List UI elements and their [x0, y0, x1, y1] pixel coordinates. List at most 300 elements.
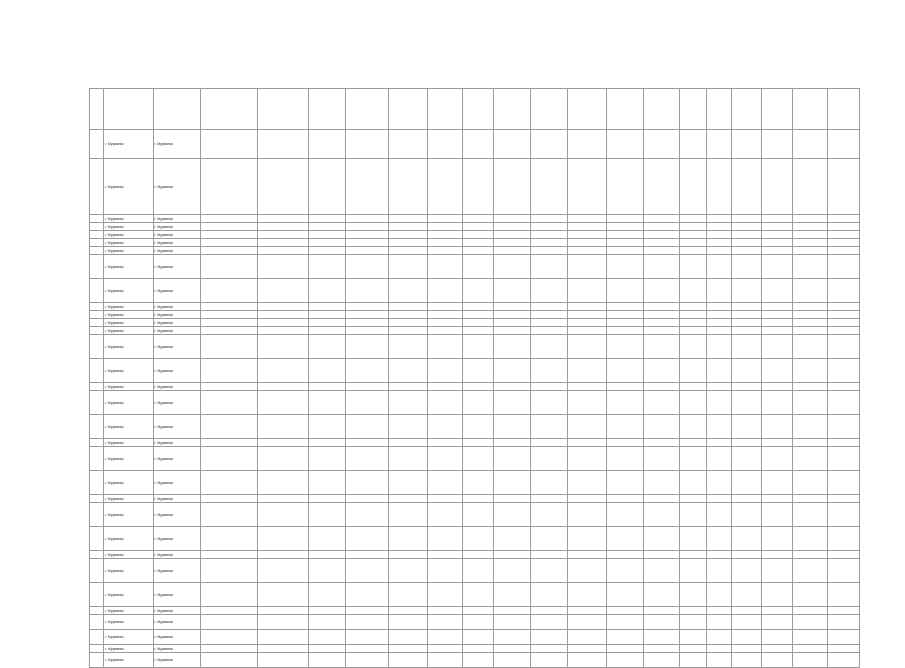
table-cell: г. Мурманск — [153, 130, 200, 159]
table-cell — [428, 223, 463, 231]
table-cell — [530, 359, 567, 383]
table-cell — [493, 615, 530, 630]
table-cell: г. Мурманск — [153, 447, 200, 471]
table-cell — [643, 215, 680, 223]
table-cell — [680, 527, 707, 551]
table-cell — [309, 223, 346, 231]
table-cell — [428, 503, 463, 527]
table-cell — [731, 327, 762, 335]
table-cell — [258, 630, 309, 645]
table-cell — [428, 527, 463, 551]
table-cell — [346, 335, 389, 359]
table-cell — [258, 551, 309, 559]
table-cell — [731, 447, 762, 471]
table-cell — [463, 615, 494, 630]
table-cell — [493, 215, 530, 223]
table-cell — [530, 439, 567, 447]
table-cell — [828, 583, 860, 607]
table-cell — [606, 471, 643, 495]
table-cell — [428, 311, 463, 319]
table-cell — [567, 645, 606, 653]
table-cell — [606, 615, 643, 630]
table-cell — [680, 583, 707, 607]
table-cell — [530, 559, 567, 583]
table-cell — [680, 447, 707, 471]
table-cell — [258, 239, 309, 247]
table-cell — [200, 319, 257, 327]
table-cell — [643, 495, 680, 503]
table-cell — [762, 130, 793, 159]
table-cell — [493, 247, 530, 255]
table-cell — [200, 583, 257, 607]
table-cell — [200, 527, 257, 551]
table-cell — [793, 311, 828, 319]
table-cell — [90, 319, 104, 327]
column-header — [606, 89, 643, 130]
table-cell — [643, 503, 680, 527]
table-cell — [463, 215, 494, 223]
table-cell — [530, 231, 567, 239]
table-cell — [680, 239, 707, 247]
table-cell — [463, 645, 494, 653]
table-cell — [90, 527, 104, 551]
table-cell — [828, 607, 860, 615]
table-cell: г. Мурманск — [153, 303, 200, 311]
table-cell — [793, 615, 828, 630]
table-cell — [606, 327, 643, 335]
table-cell — [309, 391, 346, 415]
table-cell: г. Мурманск — [104, 231, 153, 239]
table-cell — [793, 645, 828, 653]
table-cell — [389, 335, 428, 359]
table-cell — [346, 551, 389, 559]
table-cell — [346, 439, 389, 447]
table-cell — [530, 311, 567, 319]
table-cell — [707, 439, 732, 447]
table-cell: г. Мурманск — [153, 645, 200, 653]
table-cell — [567, 231, 606, 239]
table-cell — [680, 607, 707, 615]
table-cell — [493, 471, 530, 495]
table-cell — [309, 159, 346, 215]
table-cell — [707, 391, 732, 415]
table-cell — [493, 439, 530, 447]
table-cell — [346, 645, 389, 653]
table-cell — [793, 439, 828, 447]
table-cell — [707, 159, 732, 215]
table-cell — [530, 653, 567, 668]
table-cell — [389, 527, 428, 551]
table-cell — [258, 383, 309, 391]
table-cell — [90, 653, 104, 668]
table-cell — [200, 383, 257, 391]
table-cell — [731, 551, 762, 559]
schedule-table — [89, 88, 860, 668]
table-cell — [428, 391, 463, 415]
table-cell — [530, 335, 567, 359]
table-cell — [258, 231, 309, 239]
table-cell — [793, 223, 828, 231]
table-cell — [567, 527, 606, 551]
table-cell — [731, 223, 762, 231]
table-cell — [707, 335, 732, 359]
table-cell — [258, 303, 309, 311]
table-cell — [309, 239, 346, 247]
table-cell — [530, 471, 567, 495]
table-cell — [643, 311, 680, 319]
table-cell — [643, 247, 680, 255]
table-cell — [606, 159, 643, 215]
table-cell — [643, 223, 680, 231]
table-cell — [530, 327, 567, 335]
table-cell — [793, 527, 828, 551]
table-cell — [680, 391, 707, 415]
table-cell — [428, 653, 463, 668]
table-cell: г. Мурманск — [153, 223, 200, 231]
table-cell — [493, 130, 530, 159]
table-cell — [606, 359, 643, 383]
table-cell — [567, 130, 606, 159]
table-cell — [828, 335, 860, 359]
table-cell — [606, 607, 643, 615]
table-cell — [258, 215, 309, 223]
column-header — [200, 89, 257, 130]
table-cell: г. Мурманск — [153, 495, 200, 503]
table-cell — [463, 239, 494, 247]
table-row — [90, 311, 860, 319]
table-cell — [762, 630, 793, 645]
table-cell — [389, 303, 428, 311]
table-cell — [200, 630, 257, 645]
table-cell — [346, 391, 389, 415]
table-cell — [793, 215, 828, 223]
table-cell — [793, 279, 828, 303]
table-cell — [90, 311, 104, 319]
table-cell — [346, 255, 389, 279]
table-cell — [731, 415, 762, 439]
table-cell — [762, 495, 793, 503]
table-cell — [762, 415, 793, 439]
table-cell — [493, 559, 530, 583]
table-cell — [530, 215, 567, 223]
table-cell — [643, 255, 680, 279]
table-row — [90, 630, 860, 645]
table-cell — [463, 551, 494, 559]
table-cell — [828, 239, 860, 247]
table-cell — [200, 247, 257, 255]
table-cell — [643, 583, 680, 607]
table-cell — [346, 319, 389, 327]
table-cell — [680, 335, 707, 359]
table-cell — [200, 215, 257, 223]
table-cell — [493, 335, 530, 359]
table-cell: г. Мурманск — [104, 583, 153, 607]
table-cell — [731, 279, 762, 303]
table-cell — [463, 279, 494, 303]
table-cell: г. Мурманск — [153, 335, 200, 359]
table-cell — [828, 391, 860, 415]
table-cell: г. Мурманск — [153, 527, 200, 551]
column-header — [309, 89, 346, 130]
table-cell — [707, 645, 732, 653]
table-row — [90, 319, 860, 327]
table-cell — [90, 439, 104, 447]
table-cell: г. Мурманск — [153, 231, 200, 239]
table-cell: г. Мурманск — [153, 359, 200, 383]
table-cell — [428, 239, 463, 247]
table-cell — [200, 615, 257, 630]
table-cell — [731, 319, 762, 327]
table-cell — [567, 583, 606, 607]
table-cell — [346, 303, 389, 311]
table-cell — [463, 559, 494, 583]
table-cell — [530, 391, 567, 415]
table-cell — [530, 223, 567, 231]
table-cell — [731, 335, 762, 359]
table-row — [90, 223, 860, 231]
table-cell: г. Мурманск — [104, 551, 153, 559]
table-cell — [680, 630, 707, 645]
table-cell — [643, 551, 680, 559]
table-cell — [762, 319, 793, 327]
table-cell — [346, 630, 389, 645]
table-cell: г. Мурманск — [104, 471, 153, 495]
table-cell — [606, 495, 643, 503]
table-cell — [428, 607, 463, 615]
table-cell — [707, 583, 732, 607]
table-cell — [707, 383, 732, 391]
column-header — [643, 89, 680, 130]
table-cell — [200, 551, 257, 559]
table-cell — [309, 327, 346, 335]
table-cell — [793, 630, 828, 645]
table-cell — [346, 383, 389, 391]
column-header — [530, 89, 567, 130]
table-cell — [463, 653, 494, 668]
table-cell — [731, 383, 762, 391]
column-header — [828, 89, 860, 130]
table-row — [90, 255, 860, 279]
table-cell — [793, 327, 828, 335]
table-cell — [309, 559, 346, 583]
table-cell — [428, 439, 463, 447]
table-row — [90, 391, 860, 415]
table-cell — [258, 653, 309, 668]
table-cell — [493, 311, 530, 319]
table-cell — [463, 471, 494, 495]
table-cell — [258, 279, 309, 303]
table-cell — [707, 615, 732, 630]
table-cell — [428, 279, 463, 303]
table-cell — [606, 527, 643, 551]
table-cell: г. Мурманск — [104, 159, 153, 215]
table-cell — [463, 303, 494, 311]
table-cell: г. Мурманск — [104, 311, 153, 319]
table-cell — [90, 327, 104, 335]
table-cell — [762, 335, 793, 359]
table-cell — [567, 239, 606, 247]
table-cell — [493, 495, 530, 503]
table-cell — [389, 239, 428, 247]
table-cell — [762, 607, 793, 615]
table-cell — [309, 335, 346, 359]
table-cell — [643, 231, 680, 239]
table-cell — [643, 335, 680, 359]
table-cell: г. Мурманск — [104, 645, 153, 653]
table-cell — [731, 311, 762, 319]
table-cell — [90, 559, 104, 583]
table-cell: г. Мурманск — [104, 383, 153, 391]
table-cell — [680, 645, 707, 653]
table-cell — [707, 215, 732, 223]
column-header — [762, 89, 793, 130]
table-cell: г. Мурманск — [104, 130, 153, 159]
table-cell — [428, 495, 463, 503]
table-cell — [707, 630, 732, 645]
table-cell — [493, 391, 530, 415]
table-cell — [567, 447, 606, 471]
table-cell — [493, 383, 530, 391]
table-cell — [567, 559, 606, 583]
table-cell — [90, 239, 104, 247]
table-cell — [828, 447, 860, 471]
table-cell — [428, 130, 463, 159]
table-cell — [346, 279, 389, 303]
table-cell — [643, 439, 680, 447]
table-cell — [200, 447, 257, 471]
table-cell — [90, 471, 104, 495]
table-cell — [762, 159, 793, 215]
table-cell — [643, 159, 680, 215]
table-cell — [762, 551, 793, 559]
table-cell — [828, 527, 860, 551]
table-cell — [389, 495, 428, 503]
table-cell — [389, 583, 428, 607]
table-cell — [828, 551, 860, 559]
table-row — [90, 447, 860, 471]
table-cell — [731, 630, 762, 645]
table-cell: г. Мурманск — [104, 335, 153, 359]
table-cell — [567, 327, 606, 335]
table-row — [90, 327, 860, 335]
table-cell — [643, 279, 680, 303]
table-cell — [200, 335, 257, 359]
table-cell — [762, 223, 793, 231]
table-cell — [680, 327, 707, 335]
table-cell — [643, 327, 680, 335]
table-cell — [493, 645, 530, 653]
table-cell — [606, 551, 643, 559]
table-cell — [793, 255, 828, 279]
table-cell — [680, 383, 707, 391]
table-cell — [90, 630, 104, 645]
table-cell — [828, 247, 860, 255]
column-header — [428, 89, 463, 130]
table-cell — [793, 415, 828, 439]
table-cell — [493, 630, 530, 645]
table-cell — [567, 607, 606, 615]
table-cell — [258, 415, 309, 439]
column-header — [793, 89, 828, 130]
table-cell — [793, 607, 828, 615]
table-cell — [463, 607, 494, 615]
table-cell — [793, 471, 828, 495]
table-cell — [389, 415, 428, 439]
table-cell — [200, 311, 257, 319]
table-cell — [762, 527, 793, 551]
table-cell — [463, 391, 494, 415]
table-cell — [90, 130, 104, 159]
table-cell — [309, 255, 346, 279]
table-cell: г. Мурманск — [153, 503, 200, 527]
table-cell — [258, 615, 309, 630]
table-body — [90, 130, 860, 668]
table-cell — [680, 255, 707, 279]
table-cell — [828, 495, 860, 503]
table-cell — [762, 653, 793, 668]
table-cell — [309, 279, 346, 303]
table-cell — [389, 223, 428, 231]
table-row — [90, 231, 860, 239]
table-cell — [309, 130, 346, 159]
table-cell — [90, 447, 104, 471]
table-cell — [707, 303, 732, 311]
table-cell — [793, 319, 828, 327]
table-cell — [389, 471, 428, 495]
table-cell — [606, 239, 643, 247]
table-cell — [762, 359, 793, 383]
table-cell — [762, 615, 793, 630]
table-cell — [463, 311, 494, 319]
table-cell — [731, 130, 762, 159]
table-cell — [606, 311, 643, 319]
table-row — [90, 159, 860, 215]
table-cell — [731, 247, 762, 255]
table-cell — [346, 653, 389, 668]
table-cell — [567, 383, 606, 391]
table-cell — [389, 130, 428, 159]
table-cell — [643, 653, 680, 668]
table-cell: г. Мурманск — [104, 215, 153, 223]
table-cell — [707, 527, 732, 551]
table-cell — [567, 303, 606, 311]
table-cell — [530, 130, 567, 159]
table-cell — [309, 653, 346, 668]
column-header — [731, 89, 762, 130]
table-cell — [793, 391, 828, 415]
table-cell: г. Мурманск — [153, 215, 200, 223]
table-cell — [828, 359, 860, 383]
table-cell — [200, 303, 257, 311]
table-cell — [463, 335, 494, 359]
table-cell — [731, 527, 762, 551]
table-row — [90, 551, 860, 559]
table-cell — [530, 645, 567, 653]
table-cell — [643, 391, 680, 415]
table-cell — [680, 319, 707, 327]
table-cell — [389, 615, 428, 630]
table-cell — [793, 239, 828, 247]
table-cell — [762, 247, 793, 255]
table-cell — [567, 279, 606, 303]
table-cell — [463, 159, 494, 215]
table-cell — [309, 247, 346, 255]
table-cell — [793, 583, 828, 607]
table-cell — [567, 215, 606, 223]
table-cell — [731, 495, 762, 503]
column-header — [567, 89, 606, 130]
table-cell — [428, 215, 463, 223]
